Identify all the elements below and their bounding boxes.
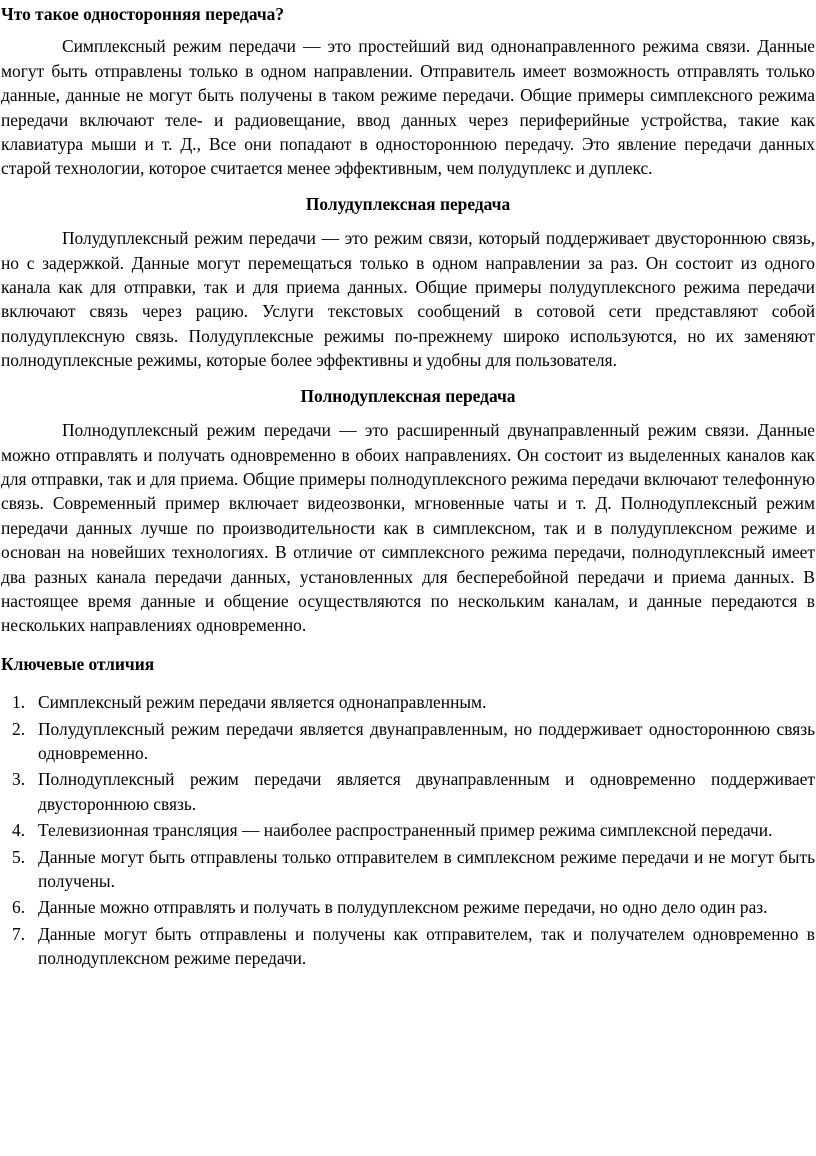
list-item xyxy=(1,690,815,714)
full-duplex-heading: Полнодуплексная передача xyxy=(300,385,516,406)
half-duplex-paragraph: Полудуплексный режим передачи — это режим связи, который поддерживает двустороннюю связь, но с задержкой. Данные могут перемещаться только в одном направлении за раз. Он состоит из одного канала как для отправки, так и для приема данных. Общие примеры полудуплексного режима передачи включают связь через рацию. Услуги текстовых сообщений в сотовой сети представляют собой полудуплексную связь. Полудуплексные режимы по-прежнему широко используются, но их заменяют полнодуплексные режимы, которые более эффективны и удобны для пользователя. xyxy=(1,228,815,371)
list-item-number: 2. xyxy=(12,718,26,739)
half-duplex-heading: Полудуплексная передача xyxy=(305,193,511,214)
simplex-paragraph: Симплексный режим передачи — это простейший вид однонаправленного режима связи. Данные могут быть отправлены только в одном направлении. Отправитель имеет возможность отправлять только данные, данные не могут быть получены в таком режиме передачи. Общие примеры симплексного режима передачи включают теле- и радиовещание, ввод данных через периферийные устройства, такие как клавиатура мыши и т. Д., Все они попадают в одностороннюю передачу. Это явление передачи данных старой технологии, которое считается менее эффективным, чем полудуплекс и дуплекс. xyxy=(1,36,815,179)
list-item xyxy=(1,767,815,816)
list-item-number: 7. xyxy=(12,923,26,944)
list-item-number: 4. xyxy=(12,820,26,841)
list-item-text: Данные можно отправлять и получать в полудуплексном режиме передачи, но одно дело один раз. xyxy=(38,897,768,918)
list-item-number: 5. xyxy=(12,846,26,867)
key-differences-heading: Ключевые отличия xyxy=(1,653,155,674)
list-item-text: Телевизионная трансляция — наиболее распространенный пример режима симплексной передачи. xyxy=(38,820,773,841)
list-item xyxy=(1,818,815,842)
list-item xyxy=(1,922,815,971)
list-item-number: 1. xyxy=(12,692,26,713)
list-item-text: Данные могут быть отправлены и получены как отправителем, так и получателем одновременно в полнодуплексном режиме передачи. xyxy=(38,923,815,969)
list-item xyxy=(1,845,815,894)
list-item-number: 3. xyxy=(12,769,26,790)
list-item xyxy=(1,895,815,919)
key-differences-list xyxy=(1,690,815,970)
list-item-number: 6. xyxy=(12,897,26,918)
list-item-text: Полудуплексный режим передачи является двунаправленным, но поддерживает одностороннюю связь одновременно. xyxy=(38,718,815,763)
list-item-text: Данные могут быть отправлены только отправителем в симплексном режиме передачи и не могут быть получены. xyxy=(38,846,815,891)
list-item-text: Полнодуплексный режим передачи является двунаправленным и одновременно поддерживает двустороннюю связь. xyxy=(38,769,815,814)
list-item xyxy=(1,717,815,766)
simplex-heading: Что такое односторонняя передача? xyxy=(1,4,285,24)
list-item-text: Симплексный режим передачи является однонаправленным. xyxy=(38,692,487,713)
full-duplex-paragraph: Полнодуплексный режим передачи — это расширенный двунаправленный режим связи. Данные можно отправлять и получать одновременно в обоих направлениях. Он состоит из выделенных каналов как для отправки, так и для приема. Общие примеры полнодуплексного режима передачи включают телефонную связь. Современный пример включает видеозвонки, мгновенные чаты и т. Д. Полнодуплексный режим передачи данных лучше по производительности как в симплексном, так и в полудуплексном режиме и основан на новейших технологиях. В отличие от симплексного режима передачи, полнодуплексный имеет два разных канала передачи данных, установленных для бесперебойной передачи и приема данных. В настоящее время данные и общение осуществляются по нескольким каналам, и данные передаются в нескольких направлениях одновременно. xyxy=(1,420,815,636)
